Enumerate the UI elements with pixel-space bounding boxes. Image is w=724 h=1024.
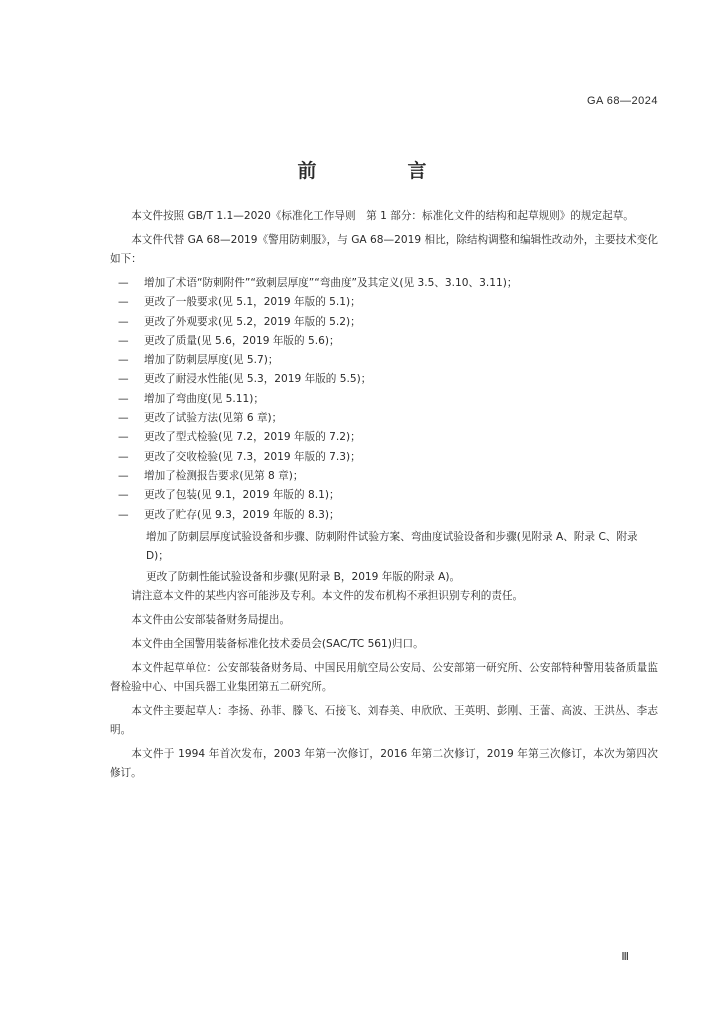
list-item [110,293,658,312]
dash-icon: — [118,412,129,425]
dash-icon: — [118,296,129,309]
note-paragraph: 请注意本文件的某些内容可能涉及专利。本文件的发布机构不承担识别专利的责任。 [131,589,524,602]
list-item [110,390,658,409]
drafting-units: 本文件起草单位：公安部装备财务局、中国民用航空局公安局、公安部第一研究所、公安部特种警用装备质量监督检验中心、中国兵器工业集团第五二研究所。 [110,661,658,693]
list-item-text: 更改了贮存(见 9.3，2019 年版的 8.3)； [144,508,340,521]
list-item [110,506,658,525]
dash-icon: — [118,508,129,521]
list-item [110,351,658,370]
note-paragraph: 本文件由公安部装备财务局提出。 [131,613,291,626]
list-item-text: 更改了型式检验(见 7.2，2019 年版的 7.2)； [144,431,361,444]
note-paragraph: 本文件由全国警用装备标准化技术委员会(SAC/TC 561)归口。 [131,637,424,650]
page-title: 前 言 [297,160,463,182]
dash-icon: — [118,431,129,444]
dash-icon: — [118,315,129,328]
list-item-text: 更改了交收检验(见 7.3，2019 年版的 7.3)； [144,450,361,463]
intro-paragraph: 本文件按照 GB/T 1.1—2020《标准化工作导则 第 1 部分：标准化文件的结构和起草规则》的规定起草。 [131,210,634,222]
list-item [110,274,658,293]
list-item-text: 更改了质量(见 5.6，2019 年版的 5.6)； [144,334,340,347]
dash-icon: — [118,334,129,347]
list-item-text: 更改了外观要求(见 5.2，2019 年版的 5.2)； [144,315,361,328]
list-item-text: 增加了术语“防刺附件”“致刺层厚度”“弯曲度”及其定义(见 3.5、3.10、3.11)； [144,277,518,289]
sub-item: 增加了防刺层厚度试验设备和步骤、防刺附件试验方案、弯曲度试验设备和步骤(见附录 A、附录 C、附录 D)； [146,530,638,562]
dash-icon: — [118,392,129,405]
list-item [110,409,658,428]
list-item [110,486,658,505]
list-item-text: 增加了弯曲度(见 5.11)； [144,392,264,405]
dash-icon: — [118,489,129,502]
list-item [110,332,658,351]
revision-history: 本文件于 1994 年首次发布，2003 年第一次修订，2016 年第二次修订，2019 年第三次修订，本次为第四次修订。 [110,747,658,779]
intro-paragraph: 本文件代替 GA 68—2019《警用防刺服》，与 GA 68—2019 相比，除结构调整和编辑性改动外，主要技术变化如下： [110,234,658,265]
dash-icon: — [118,469,129,482]
list-item [110,448,658,467]
list-item-text: 增加了防刺层厚度(见 5.7)； [144,354,279,367]
page-number: Ⅲ [621,951,629,963]
list-item [110,428,658,447]
drafters: 本文件主要起草人：李扬、孙菲、滕飞、石接飞、刘春美、申欣欣、王英明、彭刚、王蕾、高波、王洪丛、李志明。 [110,704,658,736]
list-item-text: 更改了试验方法(见第 6 章)； [144,412,283,425]
dash-icon: — [118,277,129,289]
dash-icon: — [118,450,129,463]
dash-icon: — [118,354,129,367]
foreword-body [110,207,658,788]
sub-item: 更改了防刺性能试验设备和步骤(见附录 B，2019 年版的附录 A)。 [146,570,461,583]
list-item-text: 更改了一般要求(见 5.1，2019 年版的 5.1)； [144,296,361,309]
list-item-text: 增加了检测报告要求(见第 8 章)； [144,469,304,482]
list-item [110,370,658,389]
change-list [110,274,658,525]
list-item [110,313,658,332]
list-item [110,467,658,486]
list-item-text: 更改了耐浸水性能(见 5.3，2019 年版的 5.5)； [144,373,372,386]
standard-number: GA 68—2024 [586,95,658,107]
list-item-text: 更改了包装(见 9.1，2019 年版的 8.1)； [144,489,340,502]
dash-icon: — [118,373,129,386]
